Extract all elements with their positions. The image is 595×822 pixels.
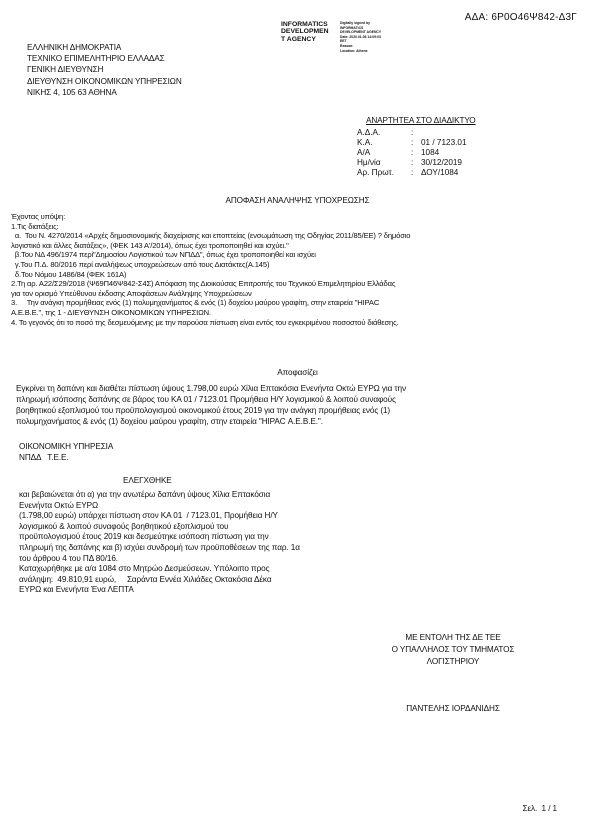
- considerations-section: [11, 212, 410, 327]
- consideration-line: Α.Ε.Β.Ε.", της 1 - ΔΙΕΥΘΥΝΣΗ ΟΙΚΟΝΟΜΙΚΩΝ ΥΠΗΡΕΣΙΩΝ.: [11, 307, 211, 317]
- consideration-line: 2.Τη αρ. Α22/Σ29/2018 (Ψ69Π46Ψ842-Σ4Σ) Απόφαση της Διοικούσας Επιτροπής του Τεχνικού Επιμελητηρίου Ελλάδας: [11, 279, 396, 289]
- document-meta-table: [357, 128, 467, 178]
- stamp-detail-line: INFORMATICS: [340, 25, 364, 30]
- service-line: ΝΠΔΔ Τ.Ε.Ε.: [19, 453, 69, 462]
- meta-row: [357, 148, 467, 158]
- decision-body: [16, 383, 406, 427]
- checked-line: πληρωμή της δαπάνης και β) ισχύει συνδρομή των προϋποθέσεων της παρ. 1α: [19, 542, 300, 552]
- stamp-details: [340, 21, 381, 53]
- consideration-line: α. Του Ν. 4270/2014 «Αρχές δημοσιονομικής διαχείρισης και εποπτείας (ενσωμάτωση της Οδηγίας 2011/85/ΕΕ) ? δημόσιο: [11, 231, 411, 241]
- decision-line: βοηθητικού εξοπλισμού του προϋπολογισμού οικονομικού έτους 2019 για την ανάγκη προμήθειας ενός (1): [16, 406, 391, 415]
- issuer-line: ΔΙΕΥΘΥΝΣΗ ΟΙΚΟΝΟΜΙΚΩΝ ΥΠΗΡΕΣΙΩΝ: [27, 76, 182, 86]
- meta-key: Α.Δ.Α.: [357, 128, 381, 137]
- meta-value: ΔΟΥ/1084: [421, 168, 459, 177]
- consideration-line: για τον ορισμό Υπεύθυνου έκδοσης Αποφάσεων Ανάληψης Υποχρεώσεων: [11, 288, 252, 298]
- signature-line: ΛΟΓΙΣΤΗΡΙΟΥ: [426, 657, 480, 666]
- checked-line: Καταχωρήθηκε με α/α 1084 στο Μητρώο Δεσμεύσεων. Υπόλοιπο προς: [19, 564, 270, 574]
- meta-row: [357, 138, 467, 148]
- service-line: ΟΙΚΟΝΟΜΙΚΗ ΥΠΗΡΕΣΙΑ: [19, 442, 114, 451]
- checked-line: λογισμικού & λοιπού συναφούς βοηθητικού εξοπλισμού του: [19, 521, 229, 531]
- meta-key: Κ.Α.: [357, 138, 373, 147]
- stamp-detail-line: Digitally signed by: [340, 21, 370, 25]
- stamp-detail-line: Location: Athens: [340, 48, 368, 53]
- meta-value: [421, 128, 467, 138]
- decision-line: πληρωμή ισόποσης δαπάνης σε βάρος του ΚΑ 01 / 7123.01 Προμήθεια Η/Υ λογισμικού & λοιπού συναφούς: [16, 395, 396, 404]
- checked-line: ανάληψη: 49.810,91 ευρώ, Σαράντα Εννέα Χιλιάδες Οκτακόσια Δέκα: [19, 574, 272, 584]
- consideration-line: β.Του ΝΔ 496/1974 περί"Δημοσίου Λογιστικού των ΝΠΔΔ", όπως έχει τροποποιηθεί και ισχύει: [11, 250, 316, 260]
- document-title: ΑΠΟΦΑΣΗ ΑΝΑΛΗΨΗΣ ΥΠΟΧΡΕΩΣΗΣ: [225, 196, 370, 205]
- decision-line: πολυμηχανήματος & ενός (1) δοχείου μαύρου γραφίτη, στην εταιρεία "HIPAC Α.Ε.Β.Ε.".: [16, 417, 323, 426]
- consideration-line: 3. Την ανάγκη προμήθειας ενός (1) πολυμηχανήματος & ενός (1) δοχείου μαύρου γραφίτη, στην εταιρεία "HIPAC: [11, 298, 380, 308]
- meta-sep: :: [411, 168, 414, 177]
- meta-row: [357, 128, 467, 138]
- checked-line: Ενενήντα Οκτώ ΕΥΡΩ: [19, 500, 99, 510]
- service-block: [19, 441, 113, 463]
- stamp-detail-line: Reason:: [340, 43, 354, 48]
- meta-sep: :: [411, 158, 414, 167]
- meta-sep: :: [411, 128, 414, 137]
- signature-line: ΜΕ ΕΝΤΟΛΗ ΤΗΣ ΔΕ ΤΕΕ: [405, 633, 501, 642]
- checked-line: (1.798,00 ευρώ) υπάρχει πίστωση στον ΚΑ 01 / 7123.01, Προμήθεια Η/Υ: [19, 511, 278, 521]
- meta-row: [357, 168, 467, 178]
- decision-heading: Αποφασίζει: [277, 368, 318, 377]
- stamp-detail-line: DEVELOPMENT AGENCY: [340, 30, 382, 35]
- considerations-intro: Έχοντας υπόψη:: [11, 212, 66, 221]
- meta-key: Α/Α: [357, 148, 371, 157]
- consideration-line: λογιστικό και άλλες διατάξεις», (ΦΕΚ 143 Α'/2014), όπως έχει τροποποιηθεί και ισχύει.": [11, 240, 289, 250]
- issuer-line: ΝΙΚΗΣ 4, 105 63 ΑΘΗΝΑ: [27, 87, 117, 97]
- stamp-detail-line: Date: 2020.01.08 14:09:03: [340, 34, 381, 39]
- checked-line: και βεβαιώνεται ότι α) για την ανωτέρω δαπάνη ύψους Χίλια Επτακόσια: [19, 490, 271, 499]
- checked-line: προϋπολογισμού έτους 2019 και δεσμεύτηκε ισόποση πίστωση για την: [19, 532, 269, 542]
- stamp-detail-line: EET: [340, 39, 347, 44]
- checked-line: ΕΥΡΩ και Ενενήντα Ένα ΛΕΠΤΑ: [19, 585, 134, 595]
- meta-sep: :: [411, 148, 414, 157]
- consideration-line: 1.Τις διατάξεις:: [11, 221, 59, 231]
- posting-notice: ΑΝΑΡΤΗΤΕΑ ΣΤΟ ΔΙΑΔΙΚΤΥΟ: [366, 116, 476, 125]
- issuer-header: [27, 42, 182, 98]
- stamp-line: T AGENCY: [281, 35, 316, 43]
- meta-value: 01 / 7123.01: [421, 138, 467, 147]
- checked-body: [19, 490, 300, 596]
- checked-line: του άρθρου 4 του ΠΔ 80/16.: [19, 553, 118, 563]
- meta-key: Αρ. Πρωτ.: [357, 168, 395, 177]
- meta-sep: :: [411, 138, 414, 147]
- consideration-line: γ.Του Π.Δ. 80/2016 περί αναλήψεως υποχρεώσεων από τους Διατάκτες(Α.145): [11, 259, 270, 269]
- issuer-line: ΕΛΛΗΝΙΚΗ ΔΗΜΟΚΡΑΤΙΑ: [27, 43, 122, 52]
- stamp-line: DEVELOPMEN: [281, 28, 329, 36]
- meta-value: 30/12/2019: [421, 158, 462, 167]
- meta-row: [357, 158, 467, 168]
- ada-top: ΑΔΑ: 6Ρ0Ο46Ψ842-Δ3Γ: [464, 12, 577, 23]
- consideration-line: 4. Το γεγονός ότι το ποσό της δεσμευόμενης με την παρούσα πίστωση είναι εντός του εγκεκριμένου ποσοστού διάθεσης.: [11, 317, 399, 327]
- stamp-line: INFORMATICS: [281, 21, 328, 28]
- signatory-name: ΠΑΝΤΕΛΗΣ ΙΟΡΔΑΝΙΔΗΣ: [406, 704, 500, 713]
- issuer-line: ΤΕΧΝΙΚΟ ΕΠΙΜΕΛΗΤΗΡΙΟ ΕΛΛΑΔΑΣ: [27, 54, 165, 64]
- digital-signature-stamp: [281, 21, 329, 43]
- signature-authority: [355, 632, 551, 668]
- consideration-line: δ.Του Νόμου 1486/84 (ΦΕΚ 161Α): [11, 269, 127, 279]
- signature-line: Ο ΥΠΑΛΛΗΛΟΣ ΤΟΥ ΤΜΗΜΑΤΟΣ: [391, 645, 515, 654]
- checked-heading: ΕΛΕΓΧΘΗΚΕ: [123, 476, 172, 485]
- meta-value: 1084: [421, 148, 440, 157]
- meta-key: Ημ/νία: [357, 158, 381, 167]
- decision-line: Εγκρίνει τη δαπάνη και διαθέτει πίστωση ύψους 1.798,00 ευρώ Χίλια Επτακόσια Ενενήντα Οκτώ ΕΥΡΩ για την: [16, 384, 406, 393]
- issuer-line: ΓΕΝΙΚΗ ΔΙΕΥΘΥΝΣΗ: [27, 65, 104, 75]
- page-number: Σελ. 1 / 1: [522, 804, 557, 813]
